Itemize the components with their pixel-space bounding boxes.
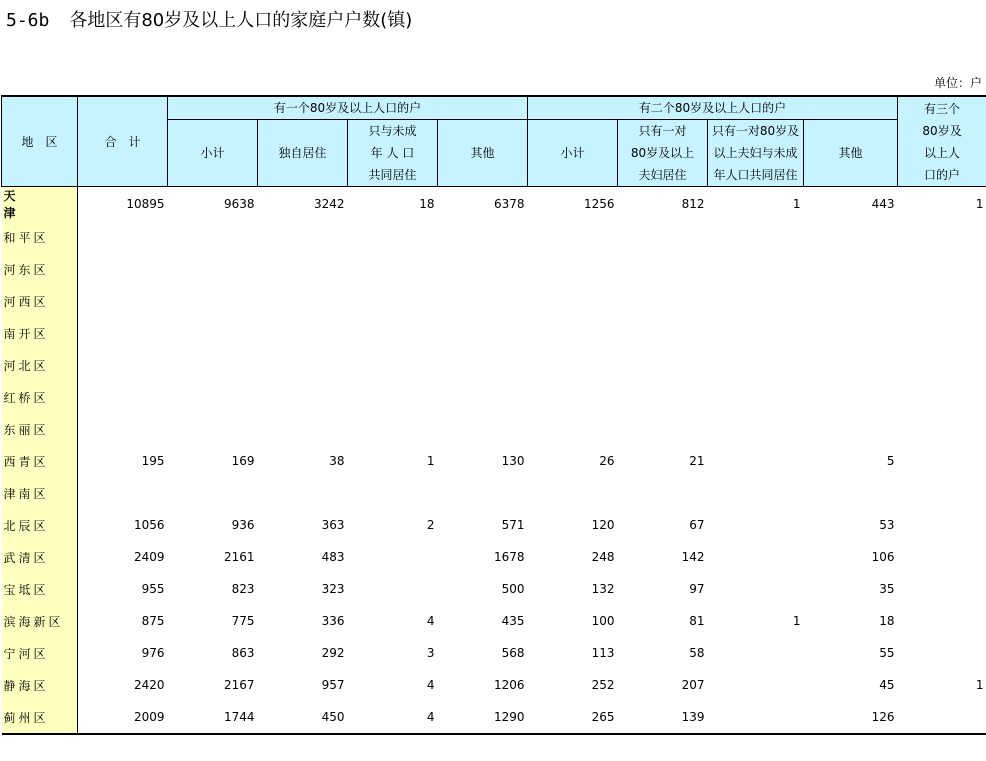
cell-g1-other xyxy=(438,413,528,445)
header-g2-couple-with-minor: 只有一对80岁及 以上夫妇与未成 年人口共同居住 xyxy=(708,120,804,187)
cell-g1-alone xyxy=(258,413,348,445)
cell-g2-other: 18 xyxy=(879,614,895,628)
table-title: 各地区有80岁及以上人口的家庭户户数(镇) xyxy=(69,10,413,31)
cell-g1-with-minor xyxy=(348,573,438,605)
cell-total: 195 xyxy=(141,454,165,468)
cell-g1-with-minor xyxy=(348,349,438,381)
cell-g3 xyxy=(898,509,986,541)
cell-g1-with-minor: 3 xyxy=(426,646,435,660)
cell-g1-subtotal: 823 xyxy=(231,582,255,596)
cell-g2-couple-with-minor xyxy=(708,509,804,541)
cell-g1-alone xyxy=(258,221,348,253)
cell-g2-couple: 207 xyxy=(681,678,705,692)
table-row xyxy=(2,445,986,477)
cell-total xyxy=(78,253,168,285)
cell-region: 红桥区 xyxy=(2,381,78,413)
table-row xyxy=(2,573,986,605)
cell-g1-alone xyxy=(258,317,348,349)
cell-g1-subtotal: 2161 xyxy=(223,550,255,564)
table-row xyxy=(2,637,986,669)
cell-total: 955 xyxy=(141,582,165,596)
cell-g1-alone xyxy=(258,381,348,413)
cell-g3 xyxy=(898,445,986,477)
cell-g3 xyxy=(898,253,986,285)
table-row xyxy=(2,317,986,349)
cell-g2-couple: 812 xyxy=(681,197,705,211)
cell-g3 xyxy=(898,413,986,445)
cell-g1-subtotal: 2167 xyxy=(223,678,255,692)
cell-g2-subtotal: 100 xyxy=(591,614,615,628)
cell-g2-other: 106 xyxy=(871,550,895,564)
cell-g2-couple xyxy=(618,413,708,445)
cell-g2-subtotal xyxy=(528,477,618,509)
cell-region: 宁河区 xyxy=(2,637,78,669)
header-group-one: 有一个80岁及以上人口的户 xyxy=(168,96,528,120)
cell-g1-alone xyxy=(258,253,348,285)
table-code: 5-6b xyxy=(6,10,50,31)
cell-g1-other: 1678 xyxy=(493,550,525,564)
cell-g2-couple: 81 xyxy=(689,614,705,628)
cell-g2-couple xyxy=(618,381,708,413)
cell-g2-other xyxy=(804,381,898,413)
cell-total xyxy=(78,477,168,509)
cell-g2-couple-with-minor xyxy=(708,381,804,413)
cell-g2-subtotal xyxy=(528,317,618,349)
cell-g2-subtotal: 113 xyxy=(591,646,615,660)
cell-g1-other: 500 xyxy=(501,582,525,596)
cell-g2-couple xyxy=(618,285,708,317)
cell-g1-other xyxy=(438,253,528,285)
cell-total: 2409 xyxy=(133,550,165,564)
header-g2-subtotal: 小计 xyxy=(528,120,618,187)
cell-g2-other xyxy=(804,477,898,509)
table-row xyxy=(2,701,986,734)
table-row xyxy=(2,253,986,285)
cell-g1-subtotal xyxy=(168,381,258,413)
cell-region: 静海区 xyxy=(2,669,78,701)
cell-total xyxy=(78,317,168,349)
cell-region: 西青区 xyxy=(2,445,78,477)
cell-g1-alone: 957 xyxy=(321,678,345,692)
cell-total: 10895 xyxy=(126,197,165,211)
cell-g1-with-minor: 1 xyxy=(426,454,435,468)
table-row xyxy=(2,477,986,509)
cell-g1-alone xyxy=(258,477,348,509)
header-region: 地 区 xyxy=(2,96,78,187)
cell-g1-subtotal xyxy=(168,317,258,349)
cell-g2-subtotal: 248 xyxy=(591,550,615,564)
cell-region: 宝坻区 xyxy=(2,573,78,605)
table-row xyxy=(2,669,986,701)
cell-g2-other: 126 xyxy=(804,701,898,734)
cell-g1-subtotal: 936 xyxy=(231,518,255,532)
cell-g1-other: 571 xyxy=(501,518,525,532)
table-body xyxy=(2,187,986,735)
cell-g2-other xyxy=(804,253,898,285)
cell-region: 河北区 xyxy=(2,349,78,381)
cell-g2-other xyxy=(804,349,898,381)
cell-total: 976 xyxy=(141,646,165,660)
cell-g2-other: 443 xyxy=(871,197,895,211)
cell-g1-subtotal xyxy=(168,221,258,253)
table-row xyxy=(2,221,986,253)
cell-g3 xyxy=(898,573,986,605)
cell-g2-other: 55 xyxy=(879,646,895,660)
cell-region: 天津 xyxy=(2,187,78,222)
cell-region: 南开区 xyxy=(2,317,78,349)
cell-g2-couple-with-minor xyxy=(708,317,804,349)
cell-g1-alone: 363 xyxy=(321,518,345,532)
cell-g2-couple-with-minor xyxy=(708,669,804,701)
cell-total xyxy=(78,221,168,253)
cell-g2-couple: 97 xyxy=(689,582,705,596)
cell-total xyxy=(78,349,168,381)
cell-g3: 1 xyxy=(975,197,984,211)
cell-g2-other xyxy=(804,221,898,253)
cell-g2-other: 35 xyxy=(879,582,895,596)
cell-g1-subtotal: 863 xyxy=(231,646,255,660)
cell-region: 蓟州区 xyxy=(2,701,78,734)
table-row xyxy=(2,413,986,445)
cell-g1-with-minor xyxy=(348,413,438,445)
cell-g2-couple-with-minor xyxy=(708,349,804,381)
cell-g1-with-minor xyxy=(348,317,438,349)
cell-g2-other xyxy=(804,317,898,349)
cell-g2-couple-with-minor: 1 xyxy=(792,614,801,628)
cell-g3 xyxy=(898,541,986,573)
cell-g2-couple-with-minor xyxy=(708,413,804,445)
table-row xyxy=(2,605,986,637)
cell-g2-couple xyxy=(618,349,708,381)
cell-g2-subtotal xyxy=(528,413,618,445)
cell-g2-couple-with-minor xyxy=(708,445,804,477)
cell-g2-couple xyxy=(618,253,708,285)
cell-g2-couple-with-minor xyxy=(708,477,804,509)
cell-total: 2420 xyxy=(133,678,165,692)
cell-g2-other xyxy=(804,285,898,317)
cell-g1-alone: 336 xyxy=(321,614,345,628)
header-group-two: 有二个80岁及以上人口的户 xyxy=(528,96,898,120)
cell-g3 xyxy=(898,285,986,317)
cell-g1-with-minor xyxy=(348,541,438,573)
cell-region: 津南区 xyxy=(2,477,78,509)
header-g1-with-minor: 只与未成 年 人 口 共同居住 xyxy=(348,120,438,187)
cell-total xyxy=(78,285,168,317)
table-row xyxy=(2,541,986,573)
cell-g1-alone xyxy=(258,285,348,317)
cell-g1-with-minor: 4 xyxy=(426,678,435,692)
page-title xyxy=(6,6,412,32)
cell-region: 滨海新区 xyxy=(2,605,78,637)
table-row xyxy=(2,381,986,413)
cell-total: 2009 xyxy=(78,701,168,734)
cell-g3 xyxy=(898,637,986,669)
cell-g2-subtotal xyxy=(528,285,618,317)
cell-total xyxy=(78,413,168,445)
cell-g2-subtotal xyxy=(528,349,618,381)
cell-g1-subtotal xyxy=(168,285,258,317)
cell-g2-couple-with-minor xyxy=(708,253,804,285)
header-total: 合 计 xyxy=(78,96,168,187)
cell-g2-couple-with-minor xyxy=(708,285,804,317)
cell-g1-alone: 450 xyxy=(258,701,348,734)
cell-g1-other xyxy=(438,349,528,381)
cell-g1-other: 435 xyxy=(501,614,525,628)
cell-g1-with-minor xyxy=(348,285,438,317)
cell-g2-subtotal xyxy=(528,253,618,285)
cell-g3: 1 xyxy=(975,678,984,692)
cell-g3 xyxy=(898,381,986,413)
cell-g2-couple: 21 xyxy=(689,454,705,468)
cell-g1-other xyxy=(438,285,528,317)
header-g2-couple: 只有一对 80岁及以上 夫妇居住 xyxy=(618,120,708,187)
cell-g1-alone: 3242 xyxy=(313,197,345,211)
cell-g1-alone: 323 xyxy=(321,582,345,596)
cell-g1-subtotal: 9638 xyxy=(223,197,255,211)
cell-g1-other: 1206 xyxy=(493,678,525,692)
cell-region: 武清区 xyxy=(2,541,78,573)
cell-g1-with-minor xyxy=(348,253,438,285)
cell-g3 xyxy=(898,221,986,253)
cell-g2-couple: 58 xyxy=(689,646,705,660)
table-row xyxy=(2,509,986,541)
cell-g1-with-minor: 18 xyxy=(419,197,435,211)
cell-g1-subtotal xyxy=(168,477,258,509)
cell-g2-couple-with-minor xyxy=(708,701,804,734)
unit-label: 单位：户 xyxy=(933,76,982,90)
cell-g2-couple xyxy=(618,317,708,349)
cell-g2-subtotal xyxy=(528,381,618,413)
cell-g1-with-minor: 4 xyxy=(426,614,435,628)
cell-total: 1056 xyxy=(133,518,165,532)
table-row xyxy=(2,187,986,222)
cell-g2-subtotal: 1256 xyxy=(583,197,615,211)
cell-g3 xyxy=(898,349,986,381)
cell-g1-alone: 292 xyxy=(321,646,345,660)
cell-region: 北辰区 xyxy=(2,509,78,541)
cell-region: 和平区 xyxy=(2,221,78,253)
cell-g2-subtotal: 26 xyxy=(599,454,615,468)
cell-g1-alone xyxy=(258,349,348,381)
cell-g2-subtotal: 132 xyxy=(591,582,615,596)
table-row xyxy=(2,349,986,381)
header-g1-alone: 独自居住 xyxy=(258,120,348,187)
cell-region: 河东区 xyxy=(2,253,78,285)
cell-g1-other xyxy=(438,381,528,413)
cell-g1-with-minor xyxy=(348,477,438,509)
cell-g1-subtotal: 775 xyxy=(231,614,255,628)
cell-g2-other: 53 xyxy=(879,518,895,532)
cell-g1-other xyxy=(438,477,528,509)
header-group-three: 有三个 80岁及 以上人 口的户 xyxy=(898,96,986,187)
cell-g1-other xyxy=(438,221,528,253)
cell-g3 xyxy=(898,317,986,349)
cell-g2-couple-with-minor xyxy=(708,541,804,573)
cell-g2-couple-with-minor: 1 xyxy=(792,197,801,211)
cell-g3 xyxy=(898,701,986,734)
cell-g3 xyxy=(898,477,986,509)
cell-g2-couple-with-minor xyxy=(708,221,804,253)
cell-g1-subtotal: 1744 xyxy=(168,701,258,734)
cell-g2-couple-with-minor xyxy=(708,637,804,669)
cell-g1-with-minor: 2 xyxy=(426,518,435,532)
cell-g1-subtotal xyxy=(168,253,258,285)
cell-g1-other: 568 xyxy=(501,646,525,660)
table-row xyxy=(2,285,986,317)
cell-total: 875 xyxy=(141,614,165,628)
cell-g2-other: 45 xyxy=(879,678,895,692)
cell-region: 河西区 xyxy=(2,285,78,317)
cell-g1-other: 1290 xyxy=(438,701,528,734)
header-g1-other: 其他 xyxy=(438,120,528,187)
cell-total xyxy=(78,381,168,413)
cell-g2-subtotal: 252 xyxy=(591,678,615,692)
cell-g1-other xyxy=(438,317,528,349)
cell-g1-subtotal: 169 xyxy=(231,454,255,468)
cell-g1-subtotal xyxy=(168,349,258,381)
cell-g2-couple xyxy=(618,221,708,253)
cell-g1-subtotal xyxy=(168,413,258,445)
cell-g1-alone: 38 xyxy=(329,454,345,468)
header-g1-subtotal: 小计 xyxy=(168,120,258,187)
cell-g1-other: 130 xyxy=(501,454,525,468)
header-g2-other: 其他 xyxy=(804,120,898,187)
cell-g1-alone: 483 xyxy=(321,550,345,564)
cell-g2-subtotal: 120 xyxy=(591,518,615,532)
cell-g2-couple: 139 xyxy=(618,701,708,734)
cell-region: 东丽区 xyxy=(2,413,78,445)
cell-g3 xyxy=(898,605,986,637)
cell-g1-with-minor xyxy=(348,381,438,413)
cell-g1-other: 6378 xyxy=(493,197,525,211)
cell-g2-other: 5 xyxy=(886,454,895,468)
cell-g2-couple xyxy=(618,477,708,509)
cell-g2-couple: 67 xyxy=(689,518,705,532)
cell-g2-couple: 142 xyxy=(681,550,705,564)
data-table xyxy=(1,95,986,735)
cell-g2-other xyxy=(804,413,898,445)
cell-g2-subtotal: 265 xyxy=(528,701,618,734)
cell-g2-subtotal xyxy=(528,221,618,253)
cell-g1-with-minor: 4 xyxy=(348,701,438,734)
cell-g2-couple-with-minor xyxy=(708,573,804,605)
cell-g1-with-minor xyxy=(348,221,438,253)
